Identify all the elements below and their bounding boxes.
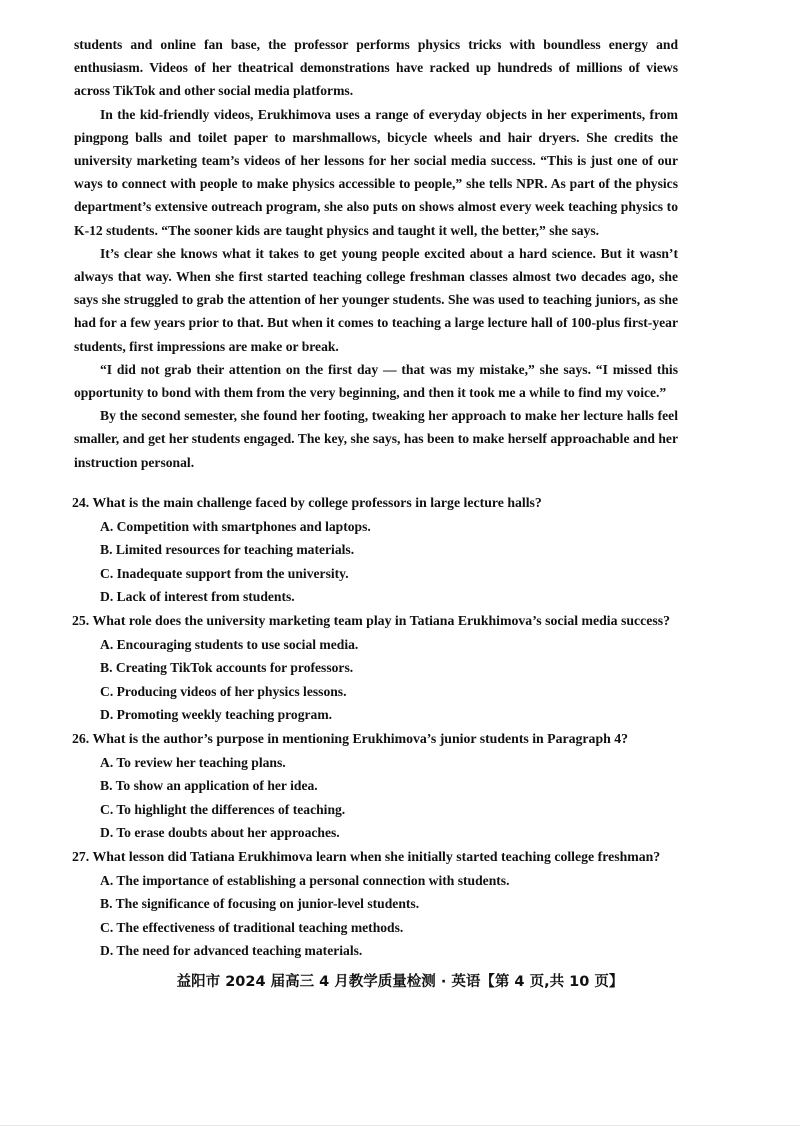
option-b: B. Creating TikTok accounts for professors. xyxy=(100,660,354,676)
question-stem: 27. What lesson did Tatiana Erukhimova learn when she initially started teaching college freshman? xyxy=(72,848,661,864)
question-25 xyxy=(72,609,702,727)
option-d: D. The need for advanced teaching materials. xyxy=(100,943,363,959)
option-d: D. Lack of interest from students. xyxy=(100,589,295,605)
passage-paragraph-3: It’s clear she knows what it takes to get young people excited about a hard science. But it wasn’t always that way. When she first started teaching college freshman classes almost two decades ago, she says she struggled to grab the attention of her younger students. She was used to teaching juniors, as she had for a few years prior to that. But when it comes to teaching a large lecture hall of 100-plus first-year students, first impressions are make or break. xyxy=(74,245,678,354)
option-a: A. To review her teaching plans. xyxy=(100,754,286,770)
question-stem: 25. What role does the university marketing team play in Tatiana Erukhimova’s social media success? xyxy=(72,612,671,628)
question-24 xyxy=(72,491,702,609)
option-c: C. Inadequate support from the university. xyxy=(100,565,349,581)
question-list xyxy=(72,491,702,963)
passage-paragraph-2: In the kid-friendly videos, Erukhimova uses a range of everyday objects in her experiments, from pingpong balls and toilet paper to marshmallows, bicycle wheels and hair dryers. She credits the university marketing team’s videos of her lessons for her social media success. “This is just one of our ways to connect with people to make physics accessible to people,” she tells NPR. As part of the physics department’s extensive outreach program, she also puts on shows almost every week teaching physics to K-12 students. “The sooner kids are taught physics and taught it well, the better,” she says. xyxy=(74,106,678,238)
option-a: A. The importance of establishing a personal connection with students. xyxy=(100,872,510,888)
option-b: B. To show an application of her idea. xyxy=(100,778,318,794)
question-stem: 24. What is the main challenge faced by college professors in large lecture halls? xyxy=(72,495,542,510)
passage-paragraph-4: “I did not grab their attention on the first day — that was my mistake,” she says. “I missed this opportunity to bond with them from the very beginning, and then it took me a while to find my voice.” xyxy=(74,361,678,401)
option-c: C. The effectiveness of traditional teaching methods. xyxy=(100,919,404,935)
passage-paragraph-1: students and online fan base, the professor performs physics tricks with boundless energy and enthusiasm. Videos of her theatrical demonstrations have racked up hundreds of millions of views across TikTok and other social media platforms. xyxy=(74,37,678,99)
reading-passage xyxy=(74,33,678,474)
passage-paragraph-5: By the second semester, she found her footing, tweaking her approach to make her lecture halls feel smaller, and get her students engaged. The key, she says, has been to make herself approachable and her instruction personal. xyxy=(74,408,678,470)
question-stem: 26. What is the author’s purpose in mentioning Erukhimova’s junior students in Paragraph 4? xyxy=(72,730,629,746)
bottom-divider xyxy=(0,1125,800,1126)
option-a: A. Encouraging students to use social media. xyxy=(100,636,359,652)
option-d: D. Promoting weekly teaching program. xyxy=(100,707,333,723)
option-c: C. To highlight the differences of teaching. xyxy=(100,801,346,817)
question-27 xyxy=(72,845,702,963)
page-footer: 益阳市 2024 届高三 4 月教学质量检测 · 英语【第 4 页,共 10 页】 xyxy=(176,974,624,990)
question-26 xyxy=(72,727,702,845)
option-b: B. The significance of focusing on junior-level students. xyxy=(100,896,420,912)
option-d: D. To erase doubts about her approaches. xyxy=(100,825,340,841)
option-c: C. Producing videos of her physics lessons. xyxy=(100,683,347,699)
option-a: A. Competition with smartphones and laptops. xyxy=(100,518,371,534)
option-b: B. Limited resources for teaching materials. xyxy=(100,542,355,558)
